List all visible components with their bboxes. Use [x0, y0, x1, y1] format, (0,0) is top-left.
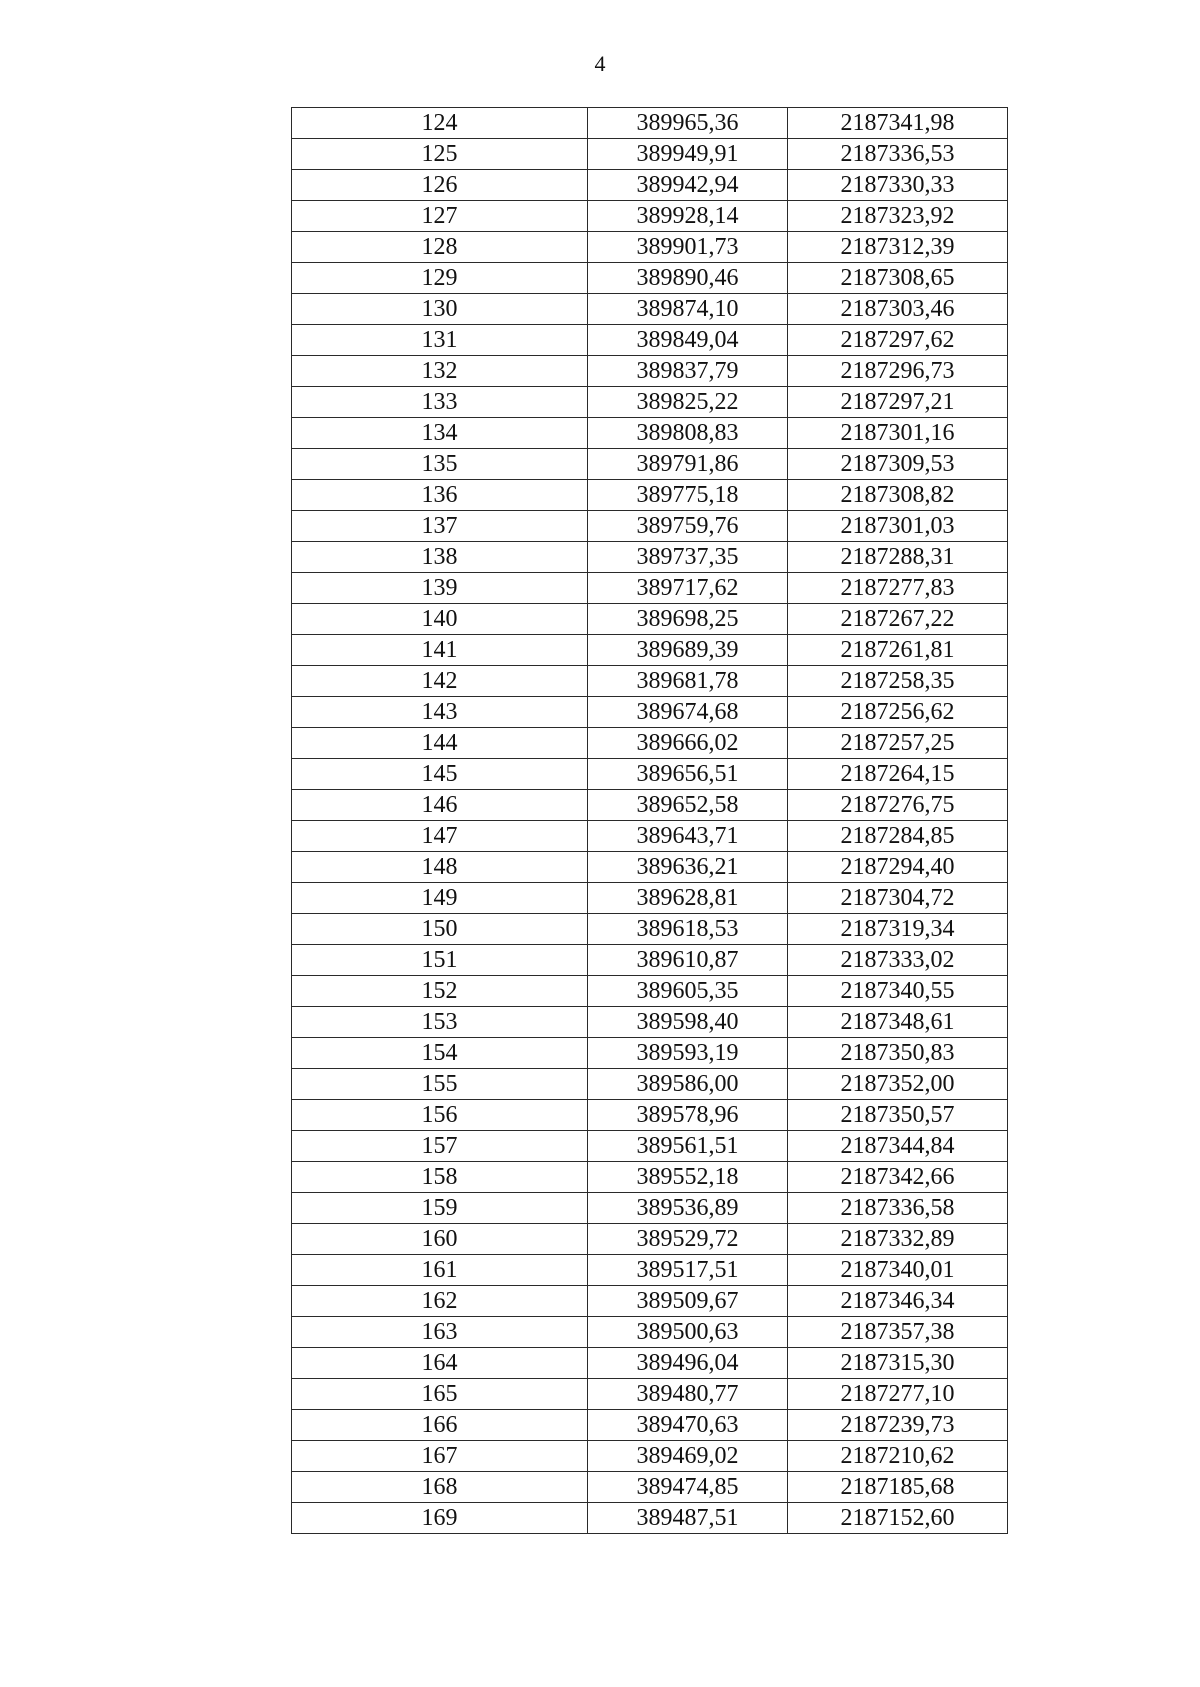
table-row	[292, 387, 1008, 418]
x-coordinate-cell: 389928,14	[588, 201, 788, 232]
y-coordinate-cell: 2187315,30	[788, 1348, 1008, 1379]
point-number-cell: 126	[292, 170, 588, 201]
table-row	[292, 1100, 1008, 1131]
y-coordinate-cell: 2187312,39	[788, 232, 1008, 263]
y-coordinate-cell: 2187210,62	[788, 1441, 1008, 1472]
x-coordinate-cell: 389949,91	[588, 139, 788, 170]
table-row	[292, 201, 1008, 232]
table-row	[292, 852, 1008, 883]
table-row	[292, 108, 1008, 139]
point-number-cell: 138	[292, 542, 588, 573]
table-row	[292, 883, 1008, 914]
y-coordinate-cell: 2187301,03	[788, 511, 1008, 542]
y-coordinate-cell: 2187288,31	[788, 542, 1008, 573]
table-row	[292, 1286, 1008, 1317]
table-row	[292, 821, 1008, 852]
y-coordinate-cell: 2187264,15	[788, 759, 1008, 790]
y-coordinate-cell: 2187267,22	[788, 604, 1008, 635]
x-coordinate-cell: 389593,19	[588, 1038, 788, 1069]
y-coordinate-cell: 2187309,53	[788, 449, 1008, 480]
y-coordinate-cell: 2187294,40	[788, 852, 1008, 883]
x-coordinate-cell: 389965,36	[588, 108, 788, 139]
x-coordinate-cell: 389578,96	[588, 1100, 788, 1131]
y-coordinate-cell: 2187152,60	[788, 1503, 1008, 1534]
table-row	[292, 1441, 1008, 1472]
table-row	[292, 790, 1008, 821]
table-row	[292, 1193, 1008, 1224]
x-coordinate-cell: 389791,86	[588, 449, 788, 480]
table-row	[292, 1379, 1008, 1410]
x-coordinate-cell: 389717,62	[588, 573, 788, 604]
y-coordinate-cell: 2187296,73	[788, 356, 1008, 387]
point-number-cell: 137	[292, 511, 588, 542]
y-coordinate-cell: 2187284,85	[788, 821, 1008, 852]
point-number-cell: 132	[292, 356, 588, 387]
x-coordinate-cell: 389775,18	[588, 480, 788, 511]
x-coordinate-cell: 389552,18	[588, 1162, 788, 1193]
table-row	[292, 1224, 1008, 1255]
y-coordinate-cell: 2187261,81	[788, 635, 1008, 666]
point-number-cell: 152	[292, 976, 588, 1007]
x-coordinate-cell: 389656,51	[588, 759, 788, 790]
y-coordinate-cell: 2187277,10	[788, 1379, 1008, 1410]
point-number-cell: 161	[292, 1255, 588, 1286]
y-coordinate-cell: 2187308,82	[788, 480, 1008, 511]
x-coordinate-cell: 389487,51	[588, 1503, 788, 1534]
table-row	[292, 263, 1008, 294]
y-coordinate-cell: 2187357,38	[788, 1317, 1008, 1348]
table-row	[292, 604, 1008, 635]
y-coordinate-cell: 2187341,98	[788, 108, 1008, 139]
point-number-cell: 142	[292, 666, 588, 697]
point-number-cell: 133	[292, 387, 588, 418]
y-coordinate-cell: 2187350,83	[788, 1038, 1008, 1069]
y-coordinate-cell: 2187308,65	[788, 263, 1008, 294]
point-number-cell: 158	[292, 1162, 588, 1193]
table-row	[292, 759, 1008, 790]
table-row	[292, 325, 1008, 356]
table-row	[292, 1410, 1008, 1441]
point-number-cell: 128	[292, 232, 588, 263]
table-row	[292, 697, 1008, 728]
point-number-cell: 134	[292, 418, 588, 449]
point-number-cell: 148	[292, 852, 588, 883]
y-coordinate-cell: 2187297,21	[788, 387, 1008, 418]
point-number-cell: 162	[292, 1286, 588, 1317]
point-number-cell: 154	[292, 1038, 588, 1069]
table-row	[292, 1317, 1008, 1348]
coordinates-table-body	[292, 108, 1008, 1534]
point-number-cell: 149	[292, 883, 588, 914]
x-coordinate-cell: 389901,73	[588, 232, 788, 263]
point-number-cell: 151	[292, 945, 588, 976]
x-coordinate-cell: 389586,00	[588, 1069, 788, 1100]
x-coordinate-cell: 389628,81	[588, 883, 788, 914]
x-coordinate-cell: 389643,71	[588, 821, 788, 852]
x-coordinate-cell: 389470,63	[588, 1410, 788, 1441]
point-number-cell: 160	[292, 1224, 588, 1255]
y-coordinate-cell: 2187303,46	[788, 294, 1008, 325]
y-coordinate-cell: 2187342,66	[788, 1162, 1008, 1193]
x-coordinate-cell: 389689,39	[588, 635, 788, 666]
x-coordinate-cell: 389737,35	[588, 542, 788, 573]
y-coordinate-cell: 2187276,75	[788, 790, 1008, 821]
point-number-cell: 164	[292, 1348, 588, 1379]
y-coordinate-cell: 2187336,53	[788, 139, 1008, 170]
table-row	[292, 480, 1008, 511]
point-number-cell: 155	[292, 1069, 588, 1100]
y-coordinate-cell: 2187258,35	[788, 666, 1008, 697]
y-coordinate-cell: 2187239,73	[788, 1410, 1008, 1441]
point-number-cell: 141	[292, 635, 588, 666]
x-coordinate-cell: 389598,40	[588, 1007, 788, 1038]
y-coordinate-cell: 2187344,84	[788, 1131, 1008, 1162]
table-row	[292, 1348, 1008, 1379]
x-coordinate-cell: 389652,58	[588, 790, 788, 821]
point-number-cell: 145	[292, 759, 588, 790]
table-row	[292, 1472, 1008, 1503]
table-row	[292, 1038, 1008, 1069]
x-coordinate-cell: 389618,53	[588, 914, 788, 945]
point-number-cell: 125	[292, 139, 588, 170]
table-row	[292, 1162, 1008, 1193]
point-number-cell: 136	[292, 480, 588, 511]
table-row	[292, 139, 1008, 170]
point-number-cell: 131	[292, 325, 588, 356]
x-coordinate-cell: 389605,35	[588, 976, 788, 1007]
x-coordinate-cell: 389610,87	[588, 945, 788, 976]
x-coordinate-cell: 389808,83	[588, 418, 788, 449]
table-row	[292, 1503, 1008, 1534]
x-coordinate-cell: 389561,51	[588, 1131, 788, 1162]
table-row	[292, 542, 1008, 573]
y-coordinate-cell: 2187256,62	[788, 697, 1008, 728]
x-coordinate-cell: 389517,51	[588, 1255, 788, 1286]
table-row	[292, 1069, 1008, 1100]
point-number-cell: 150	[292, 914, 588, 945]
table-row	[292, 232, 1008, 263]
coordinates-table	[291, 107, 1008, 1534]
table-row	[292, 728, 1008, 759]
x-coordinate-cell: 389474,85	[588, 1472, 788, 1503]
y-coordinate-cell: 2187301,16	[788, 418, 1008, 449]
point-number-cell: 124	[292, 108, 588, 139]
x-coordinate-cell: 389636,21	[588, 852, 788, 883]
point-number-cell: 167	[292, 1441, 588, 1472]
x-coordinate-cell: 389529,72	[588, 1224, 788, 1255]
point-number-cell: 163	[292, 1317, 588, 1348]
table-row	[292, 294, 1008, 325]
y-coordinate-cell: 2187277,83	[788, 573, 1008, 604]
x-coordinate-cell: 389509,67	[588, 1286, 788, 1317]
point-number-cell: 153	[292, 1007, 588, 1038]
point-number-cell: 139	[292, 573, 588, 604]
table-row	[292, 1131, 1008, 1162]
x-coordinate-cell: 389759,76	[588, 511, 788, 542]
table-row	[292, 511, 1008, 542]
point-number-cell: 147	[292, 821, 588, 852]
x-coordinate-cell: 389942,94	[588, 170, 788, 201]
y-coordinate-cell: 2187297,62	[788, 325, 1008, 356]
point-number-cell: 165	[292, 1379, 588, 1410]
x-coordinate-cell: 389500,63	[588, 1317, 788, 1348]
x-coordinate-cell: 389681,78	[588, 666, 788, 697]
table-row	[292, 976, 1008, 1007]
table-row	[292, 418, 1008, 449]
point-number-cell: 135	[292, 449, 588, 480]
y-coordinate-cell: 2187330,33	[788, 170, 1008, 201]
table-row	[292, 573, 1008, 604]
point-number-cell: 129	[292, 263, 588, 294]
y-coordinate-cell: 2187352,00	[788, 1069, 1008, 1100]
point-number-cell: 159	[292, 1193, 588, 1224]
x-coordinate-cell: 389837,79	[588, 356, 788, 387]
point-number-cell: 166	[292, 1410, 588, 1441]
table-row	[292, 1007, 1008, 1038]
y-coordinate-cell: 2187336,58	[788, 1193, 1008, 1224]
x-coordinate-cell: 389874,10	[588, 294, 788, 325]
point-number-cell: 130	[292, 294, 588, 325]
x-coordinate-cell: 389698,25	[588, 604, 788, 635]
table-row	[292, 635, 1008, 666]
x-coordinate-cell: 389480,77	[588, 1379, 788, 1410]
point-number-cell: 144	[292, 728, 588, 759]
y-coordinate-cell: 2187346,34	[788, 1286, 1008, 1317]
y-coordinate-cell: 2187350,57	[788, 1100, 1008, 1131]
y-coordinate-cell: 2187323,92	[788, 201, 1008, 232]
x-coordinate-cell: 389825,22	[588, 387, 788, 418]
y-coordinate-cell: 2187332,89	[788, 1224, 1008, 1255]
table-row	[292, 914, 1008, 945]
table-row	[292, 170, 1008, 201]
x-coordinate-cell: 389469,02	[588, 1441, 788, 1472]
point-number-cell: 140	[292, 604, 588, 635]
table-row	[292, 356, 1008, 387]
page-number: 4	[594, 51, 606, 76]
point-number-cell: 169	[292, 1503, 588, 1534]
point-number-cell: 157	[292, 1131, 588, 1162]
point-number-cell: 168	[292, 1472, 588, 1503]
y-coordinate-cell: 2187185,68	[788, 1472, 1008, 1503]
x-coordinate-cell: 389536,89	[588, 1193, 788, 1224]
y-coordinate-cell: 2187340,01	[788, 1255, 1008, 1286]
y-coordinate-cell: 2187333,02	[788, 945, 1008, 976]
point-number-cell: 127	[292, 201, 588, 232]
x-coordinate-cell: 389496,04	[588, 1348, 788, 1379]
point-number-cell: 156	[292, 1100, 588, 1131]
y-coordinate-cell: 2187257,25	[788, 728, 1008, 759]
y-coordinate-cell: 2187348,61	[788, 1007, 1008, 1038]
x-coordinate-cell: 389674,68	[588, 697, 788, 728]
y-coordinate-cell: 2187304,72	[788, 883, 1008, 914]
x-coordinate-cell: 389849,04	[588, 325, 788, 356]
table-row	[292, 1255, 1008, 1286]
x-coordinate-cell: 389666,02	[588, 728, 788, 759]
y-coordinate-cell: 2187340,55	[788, 976, 1008, 1007]
y-coordinate-cell: 2187319,34	[788, 914, 1008, 945]
point-number-cell: 143	[292, 697, 588, 728]
point-number-cell: 146	[292, 790, 588, 821]
x-coordinate-cell: 389890,46	[588, 263, 788, 294]
table-row	[292, 449, 1008, 480]
table-row	[292, 666, 1008, 697]
table-row	[292, 945, 1008, 976]
